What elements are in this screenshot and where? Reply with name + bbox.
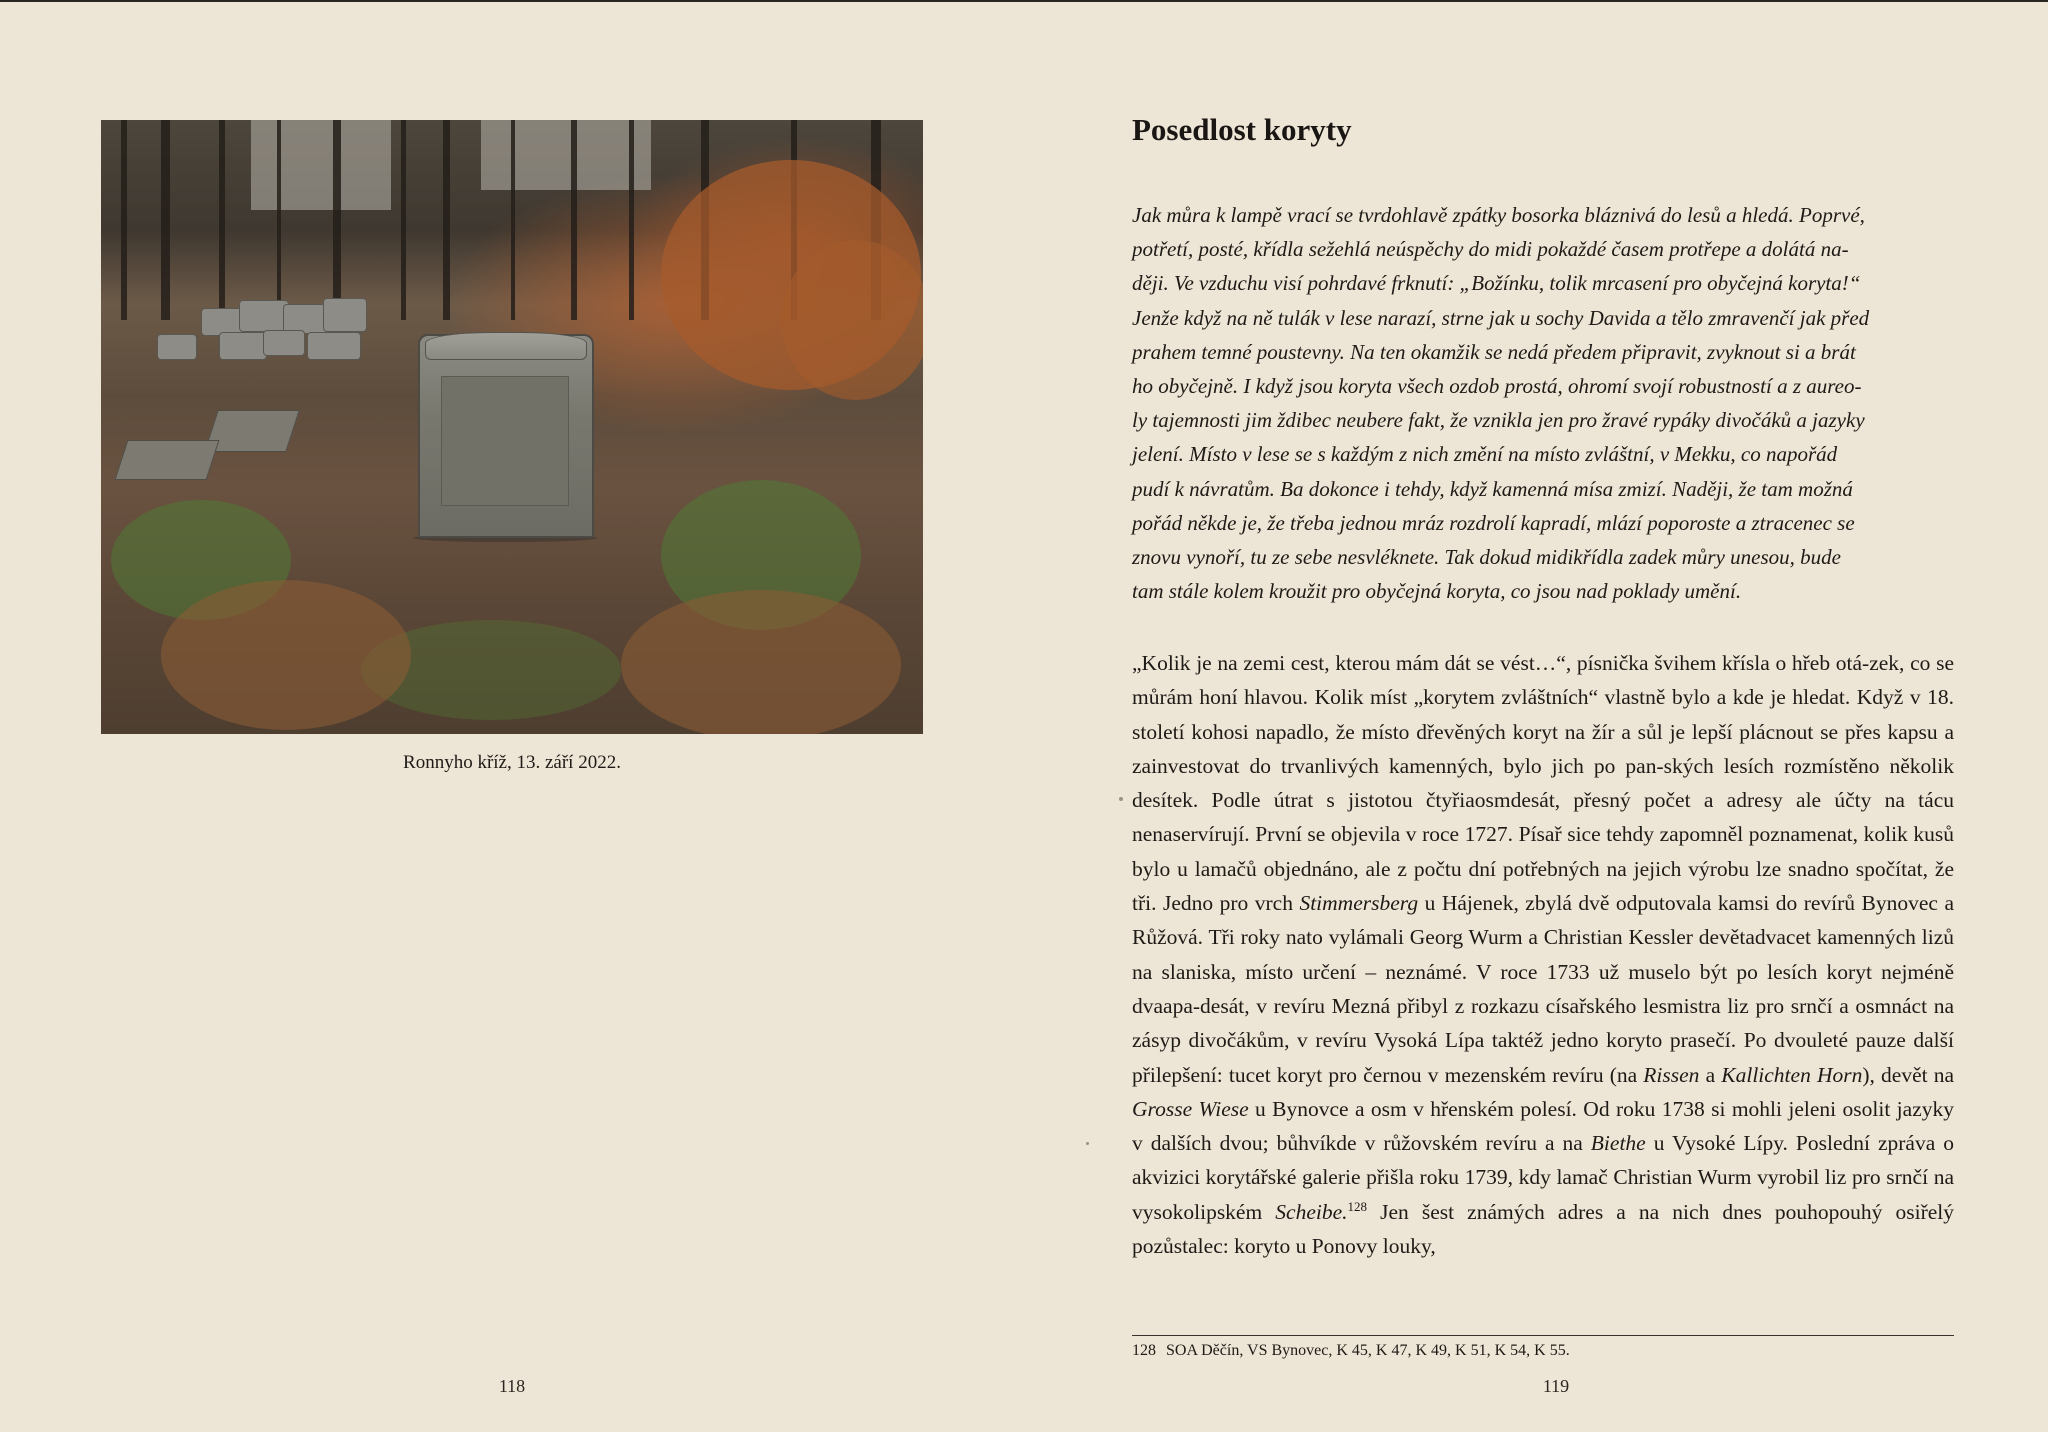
tree-trunk bbox=[121, 120, 127, 320]
body-text: u Bynovce a osm v hřenském polesí. Od roku 1738 si mohli jeleni osolit jazyky v dalších dvou; bůhvíkde v růžovském revíru a na bbox=[1132, 1096, 1954, 1156]
place-name: Biethe bbox=[1590, 1131, 1646, 1156]
broken-slab bbox=[115, 440, 220, 480]
page-number-right: 119 bbox=[1542, 1376, 1570, 1396]
tree-trunk bbox=[401, 120, 406, 320]
fallen-leaves bbox=[621, 590, 901, 734]
body-text: u Vysoké Lípy. Poslední zpráva o akvizici korytářské galerie přišla roku 1739, kdy lamač Christian Wurm vyrobil liz pro srnčí na vysokolipském bbox=[1132, 1131, 1954, 1224]
stone bbox=[307, 332, 361, 360]
tree-trunk bbox=[443, 120, 450, 320]
intro-line: jelení. Místo v lese se s každým z nich změní na místo zvláštní, v Mekku, co napořád bbox=[1132, 442, 1838, 467]
intro-italic-paragraph bbox=[1132, 198, 1954, 608]
body-text: Jen šest známých adres a na nich dnes pouhopouhý osiřelý pozůstalec: koryto u Ponovy louky, bbox=[1132, 1199, 1954, 1259]
stone bbox=[323, 298, 367, 332]
body-text: ), devět na bbox=[1862, 1062, 1955, 1087]
intro-line: potřetí, posté, křídla sežehlá neúspěchy do midi pokaždé časem protřepe a dolátá na- bbox=[1132, 237, 1849, 262]
intro-line: Jenže když na ně tulák v lese narazí, strne jak u sochy Davida a tělo zmravenčí jak před bbox=[1132, 305, 1870, 330]
broken-slab bbox=[204, 410, 300, 452]
footnote-divider bbox=[1132, 1335, 1954, 1336]
monument-cap bbox=[425, 332, 587, 360]
paper-speck bbox=[1086, 1142, 1089, 1145]
footnote bbox=[1132, 1342, 1954, 1360]
monument-plaque bbox=[441, 376, 569, 506]
place-name: Stimmersberg bbox=[1299, 891, 1419, 916]
sky-gap bbox=[251, 120, 391, 210]
autumn-beech-foliage bbox=[781, 240, 923, 400]
intro-line: ději. Ve vzduchu visí pohrdavé frknutí: „Božínku, tolik mrcasení pro obyčejná koryta!“ bbox=[1132, 271, 1861, 296]
intro-line: pudí k návratům. Ba dokonce i tehdy, když kamenná mísa zmizí. Naději, že tam možná bbox=[1132, 476, 1853, 501]
footnote-number: 128 bbox=[1132, 1342, 1156, 1359]
body-text: „Kolik je na zemi cest, kterou mám dát se vést…“, písnička švihem křísla o hřeb otá-zek, co se můrám honí hlavou. Kolik míst „korytem zvláštních“ vlastně bylo a kde je hledat. Když v 18. století kohosi napadlo, že místo dřevěných koryt na žír a sůl je lepší plácnout se přes kapsu a zainvestovat do trvanlivých kamenných, bylo jich po pan-ských lesích rozmístěno několik desítek. Podle útrat s jistotou čtyřiaosmdesát, přesný počet a adresy ale účty na tácu nenaservírují. První se objevila v roce 1727. Písař sice tehdy zapomněl poznamenat, kolik kusů bylo u lamačů objednáno, ale z počtu dní potřebných na jejich výrobu lze snadno spočítat, že tři. Jedno pro vrch bbox=[1132, 651, 1954, 916]
page-number-left: 118 bbox=[498, 1376, 526, 1396]
sky-gap bbox=[481, 120, 651, 190]
tree-trunk bbox=[333, 120, 341, 320]
intro-line: znovu vynoří, tu ze sebe nesvléknete. Tak dokud midikřídla zadek můry unesou, bude bbox=[1132, 545, 1841, 570]
intro-line: tam stále kolem kroužit pro obyčejná koryta, co jsou nad poklady umění. bbox=[1132, 579, 1742, 604]
intro-line: ho obyčejně. I když jsou koryta všech ozdob prostá, ohromí svojí robustností a z aureo- bbox=[1132, 374, 1862, 399]
tree-trunk bbox=[277, 120, 281, 320]
chapter-title: Posedlost koryty bbox=[1132, 112, 1352, 147]
stone bbox=[157, 334, 197, 360]
place-name: Scheibe. bbox=[1275, 1199, 1348, 1224]
tree-trunk bbox=[571, 120, 577, 320]
intro-line: prahem temné poustevny. Na ten okamžik se nedá předem připravit, zvyknout si a brát bbox=[1132, 339, 1856, 364]
stone bbox=[219, 332, 267, 360]
intro-line: ly tajemnosti jim ždibec neubere fakt, že vznikla jen pro žravé rypáky divočáků a jazyky bbox=[1132, 408, 1865, 433]
place-name: Rissen bbox=[1643, 1062, 1700, 1087]
footnote-reference[interactable]: 128 bbox=[1347, 1198, 1368, 1214]
tree-trunk bbox=[629, 120, 634, 320]
intro-line: pořád někde je, že třeba jednou mráz rozdrolí kapradí, mlází poporoste a ztracenec se bbox=[1132, 510, 1855, 535]
stone bbox=[239, 300, 289, 332]
tree-trunk bbox=[161, 120, 170, 320]
tree-trunk bbox=[219, 120, 225, 320]
body-paragraph bbox=[1132, 646, 1954, 1263]
place-name: Kallichten Horn bbox=[1721, 1062, 1863, 1087]
stone bbox=[263, 330, 305, 356]
tree-trunk bbox=[511, 120, 515, 320]
footnote-text: SOA Děčín, VS Bynovec, K 45, K 47, K 49, K 51, K 54, K 55. bbox=[1166, 1342, 1570, 1359]
body-text: a bbox=[1699, 1062, 1722, 1087]
fallen-leaves bbox=[161, 580, 411, 730]
photo-caption: Ronnyho kříž, 13. září 2022. bbox=[403, 752, 621, 773]
photo-ronnyho-kriz bbox=[101, 120, 923, 734]
body-text: u Hájenek, zbylá dvě odputovala kamsi do revírů Bynovec a Růžová. Tři roky nato vylámali Georg Wurm a Christian Kessler devětadvacet kamenných lizů na slaniska, místo určení – neznámé. V roce 1733 už muselo být po lesích koryt nejméně dvaapa-desát, v revíru Mezná přibyl z rozkazu císařského lesmistra liz pro srnčí a osmnáct na zásyp divočákům, v revíru Vysoká Lípa taktéž jedno koryto prasečí. Po dvouleté pauze další přilepšení: tucet koryt pro černou v mezenském revíru (na bbox=[1132, 891, 1954, 1087]
intro-line: Jak můra k lampě vrací se tvrdohlavě zpátky bosorka bláznivá do lesů a hledá. Poprvé, bbox=[1132, 203, 1865, 227]
place-name: Grosse Wiese bbox=[1132, 1096, 1249, 1121]
paper-speck bbox=[1119, 797, 1123, 801]
